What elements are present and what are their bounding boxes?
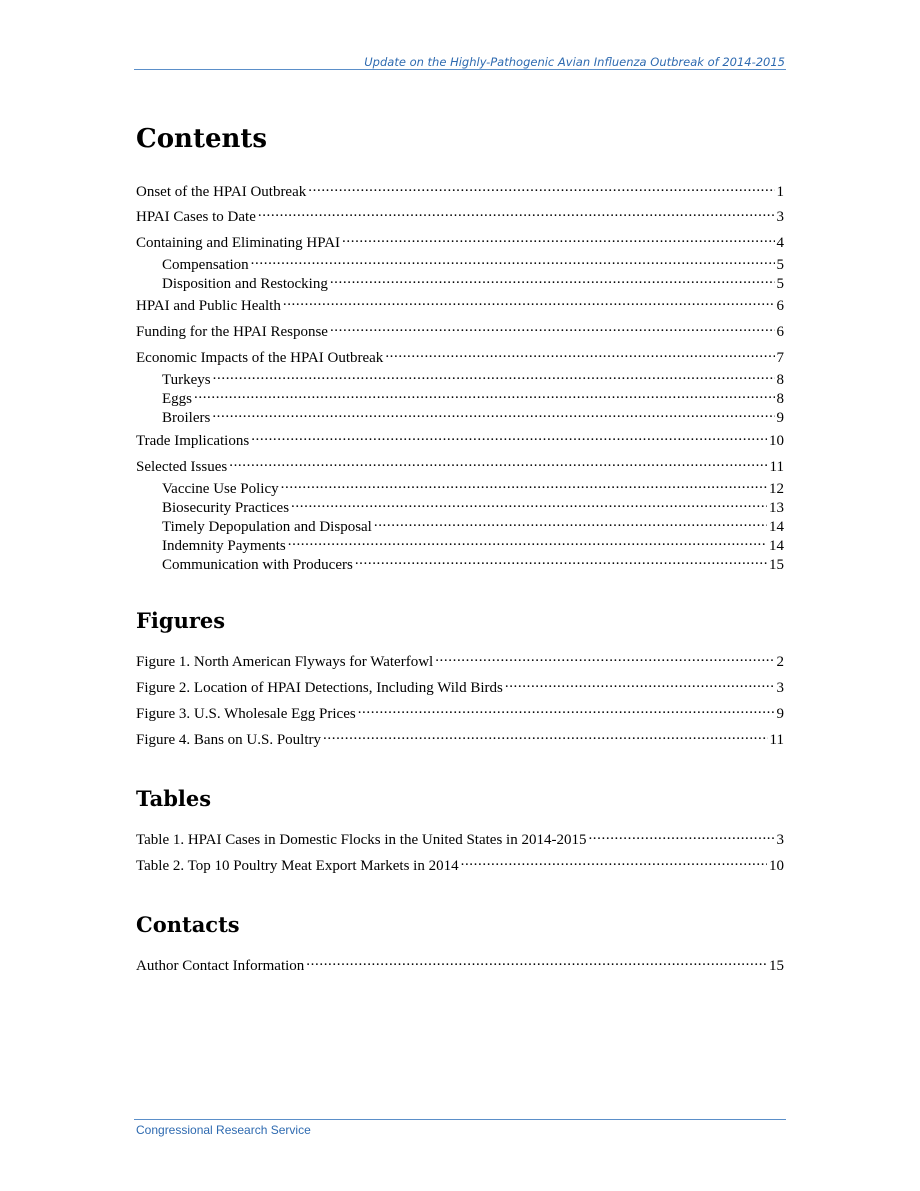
toc-entry-label: HPAI and Public Health: [136, 298, 281, 314]
contact-entry[interactable]: [136, 952, 784, 974]
figure-entry[interactable]: [136, 700, 784, 722]
toc-entry[interactable]: [136, 453, 784, 475]
toc-entry-label: Vaccine Use Policy: [162, 481, 279, 497]
dot-leader: [342, 229, 774, 247]
toc-entry-page: 10: [769, 433, 784, 449]
dot-leader: [288, 532, 767, 550]
footer-publisher: Congressional Research Service: [136, 1123, 311, 1137]
dot-leader: [374, 513, 767, 531]
dot-leader: [385, 344, 774, 362]
toc-entry[interactable]: [136, 344, 784, 366]
toc-entry-page: 6: [776, 298, 784, 314]
dot-leader: [323, 726, 768, 744]
toc-subentry[interactable]: [162, 494, 784, 516]
dot-leader: [291, 494, 767, 512]
figure-entry[interactable]: [136, 648, 784, 670]
toc-subentry[interactable]: [162, 551, 784, 573]
toc-entry-page: 11: [769, 732, 784, 748]
toc-entry-page: 3: [776, 680, 784, 696]
dot-leader: [330, 318, 775, 336]
toc-entry-page: 9: [776, 410, 784, 426]
toc-entry-page: 15: [769, 958, 784, 974]
header-rule: [134, 69, 786, 70]
dot-leader: [461, 852, 767, 870]
toc-entry[interactable]: [136, 229, 784, 251]
toc-entry-label: Funding for the HPAI Response: [136, 324, 328, 340]
figure-entry[interactable]: [136, 726, 784, 748]
dot-leader: [330, 270, 775, 288]
toc-subentry[interactable]: [162, 532, 784, 554]
toc-subentry[interactable]: [162, 475, 784, 497]
toc-entry-page: 13: [769, 500, 784, 516]
figure-entry[interactable]: [136, 674, 784, 696]
dot-leader: [435, 648, 774, 666]
toc-entry[interactable]: [136, 178, 784, 200]
toc-entry-label: Onset of the HPAI Outbreak: [136, 184, 307, 200]
toc-entry-label: Author Contact Information: [136, 958, 305, 974]
dot-leader: [358, 700, 775, 718]
toc-entry-page: 15: [769, 557, 784, 573]
dot-leader: [258, 203, 775, 221]
toc-entry-page: 10: [769, 858, 784, 874]
toc-subentry[interactable]: [162, 385, 784, 407]
figures-heading: Figures: [136, 608, 226, 633]
running-header: Update on the Highly-Pathogenic Avian Influenza Outbreak of 2014-2015: [364, 55, 785, 69]
dot-leader: [306, 952, 767, 970]
dot-leader: [194, 385, 775, 403]
toc-entry-label: Compensation: [162, 257, 249, 273]
dot-leader: [505, 674, 775, 692]
contacts-heading: Contacts: [136, 912, 240, 937]
toc-entry-page: 11: [769, 459, 784, 475]
toc-entry-label: Table 1. HPAI Cases in Domestic Flocks in the United States in 2014-2015: [136, 832, 587, 848]
toc-subentry[interactable]: [162, 513, 784, 535]
dot-leader: [355, 551, 767, 569]
toc-entry-page: 14: [769, 538, 784, 554]
dot-leader: [308, 178, 774, 196]
toc-entry-label: Figure 4. Bans on U.S. Poultry: [136, 732, 322, 748]
toc-entry[interactable]: [136, 427, 784, 449]
tables-heading: Tables: [136, 786, 212, 811]
table-entry[interactable]: [136, 826, 784, 848]
contents-heading: Contents: [136, 124, 268, 154]
toc-entry-page: 7: [776, 350, 784, 366]
toc-entry-label: Selected Issues: [136, 459, 228, 475]
dot-leader: [213, 366, 775, 384]
dot-leader: [281, 475, 767, 493]
toc-entry-page: 14: [769, 519, 784, 535]
toc-entry-label: Biosecurity Practices: [162, 500, 290, 516]
toc-entry-page: 12: [769, 481, 784, 497]
dot-leader: [251, 427, 767, 445]
toc-entry-label: Figure 2. Location of HPAI Detections, Including Wild Birds: [136, 680, 503, 696]
toc-entry-page: 2: [776, 654, 784, 670]
dot-leader: [588, 826, 774, 844]
dot-leader: [283, 292, 775, 310]
toc-entry-label: HPAI Cases to Date: [136, 209, 256, 225]
table-entry[interactable]: [136, 852, 784, 874]
footer-rule: [134, 1119, 786, 1120]
toc-entry-page: 8: [776, 372, 784, 388]
toc-entry-label: Timely Depopulation and Disposal: [162, 519, 372, 535]
toc-entry-label: Table 2. Top 10 Poultry Meat Export Markets in 2014: [136, 858, 459, 874]
toc-subentry[interactable]: [162, 366, 784, 388]
toc-entry-label: Disposition and Restocking: [162, 276, 328, 292]
toc-subentry[interactable]: [162, 251, 784, 273]
toc-entry-label: Figure 3. U.S. Wholesale Egg Prices: [136, 706, 356, 722]
toc-entry[interactable]: [136, 292, 784, 314]
toc-entry-page: 3: [776, 832, 784, 848]
toc-entry-label: Economic Impacts of the HPAI Outbreak: [136, 350, 384, 366]
toc-entry-page: 5: [776, 257, 784, 273]
toc-entry-label: Communication with Producers: [162, 557, 353, 573]
toc-entry-label: Turkeys: [162, 372, 211, 388]
toc-entry-page: 4: [776, 235, 784, 251]
toc-entry-label: Containing and Eliminating HPAI: [136, 235, 341, 251]
toc-entry-label: Figure 1. North American Flyways for Waterfowl: [136, 654, 434, 670]
toc-entry-page: 5: [776, 276, 784, 292]
toc-entry-page: 3: [776, 209, 784, 225]
toc-entry-page: 8: [776, 391, 784, 407]
toc-subentry[interactable]: [162, 270, 784, 292]
dot-leader: [251, 251, 775, 269]
toc-entry-page: 1: [776, 184, 784, 200]
toc-entry-label: Indemnity Payments: [162, 538, 286, 554]
dot-leader: [229, 453, 767, 471]
toc-entry[interactable]: [136, 318, 784, 340]
toc-entry-label: Trade Implications: [136, 433, 250, 449]
toc-entry-page: 9: [776, 706, 784, 722]
toc-entry-label: Eggs: [162, 391, 192, 407]
dot-leader: [212, 404, 774, 422]
toc-subentry[interactable]: [162, 404, 784, 426]
toc-entry[interactable]: [136, 203, 784, 225]
toc-entry-page: 6: [776, 324, 784, 340]
toc-entry-label: Broilers: [162, 410, 211, 426]
